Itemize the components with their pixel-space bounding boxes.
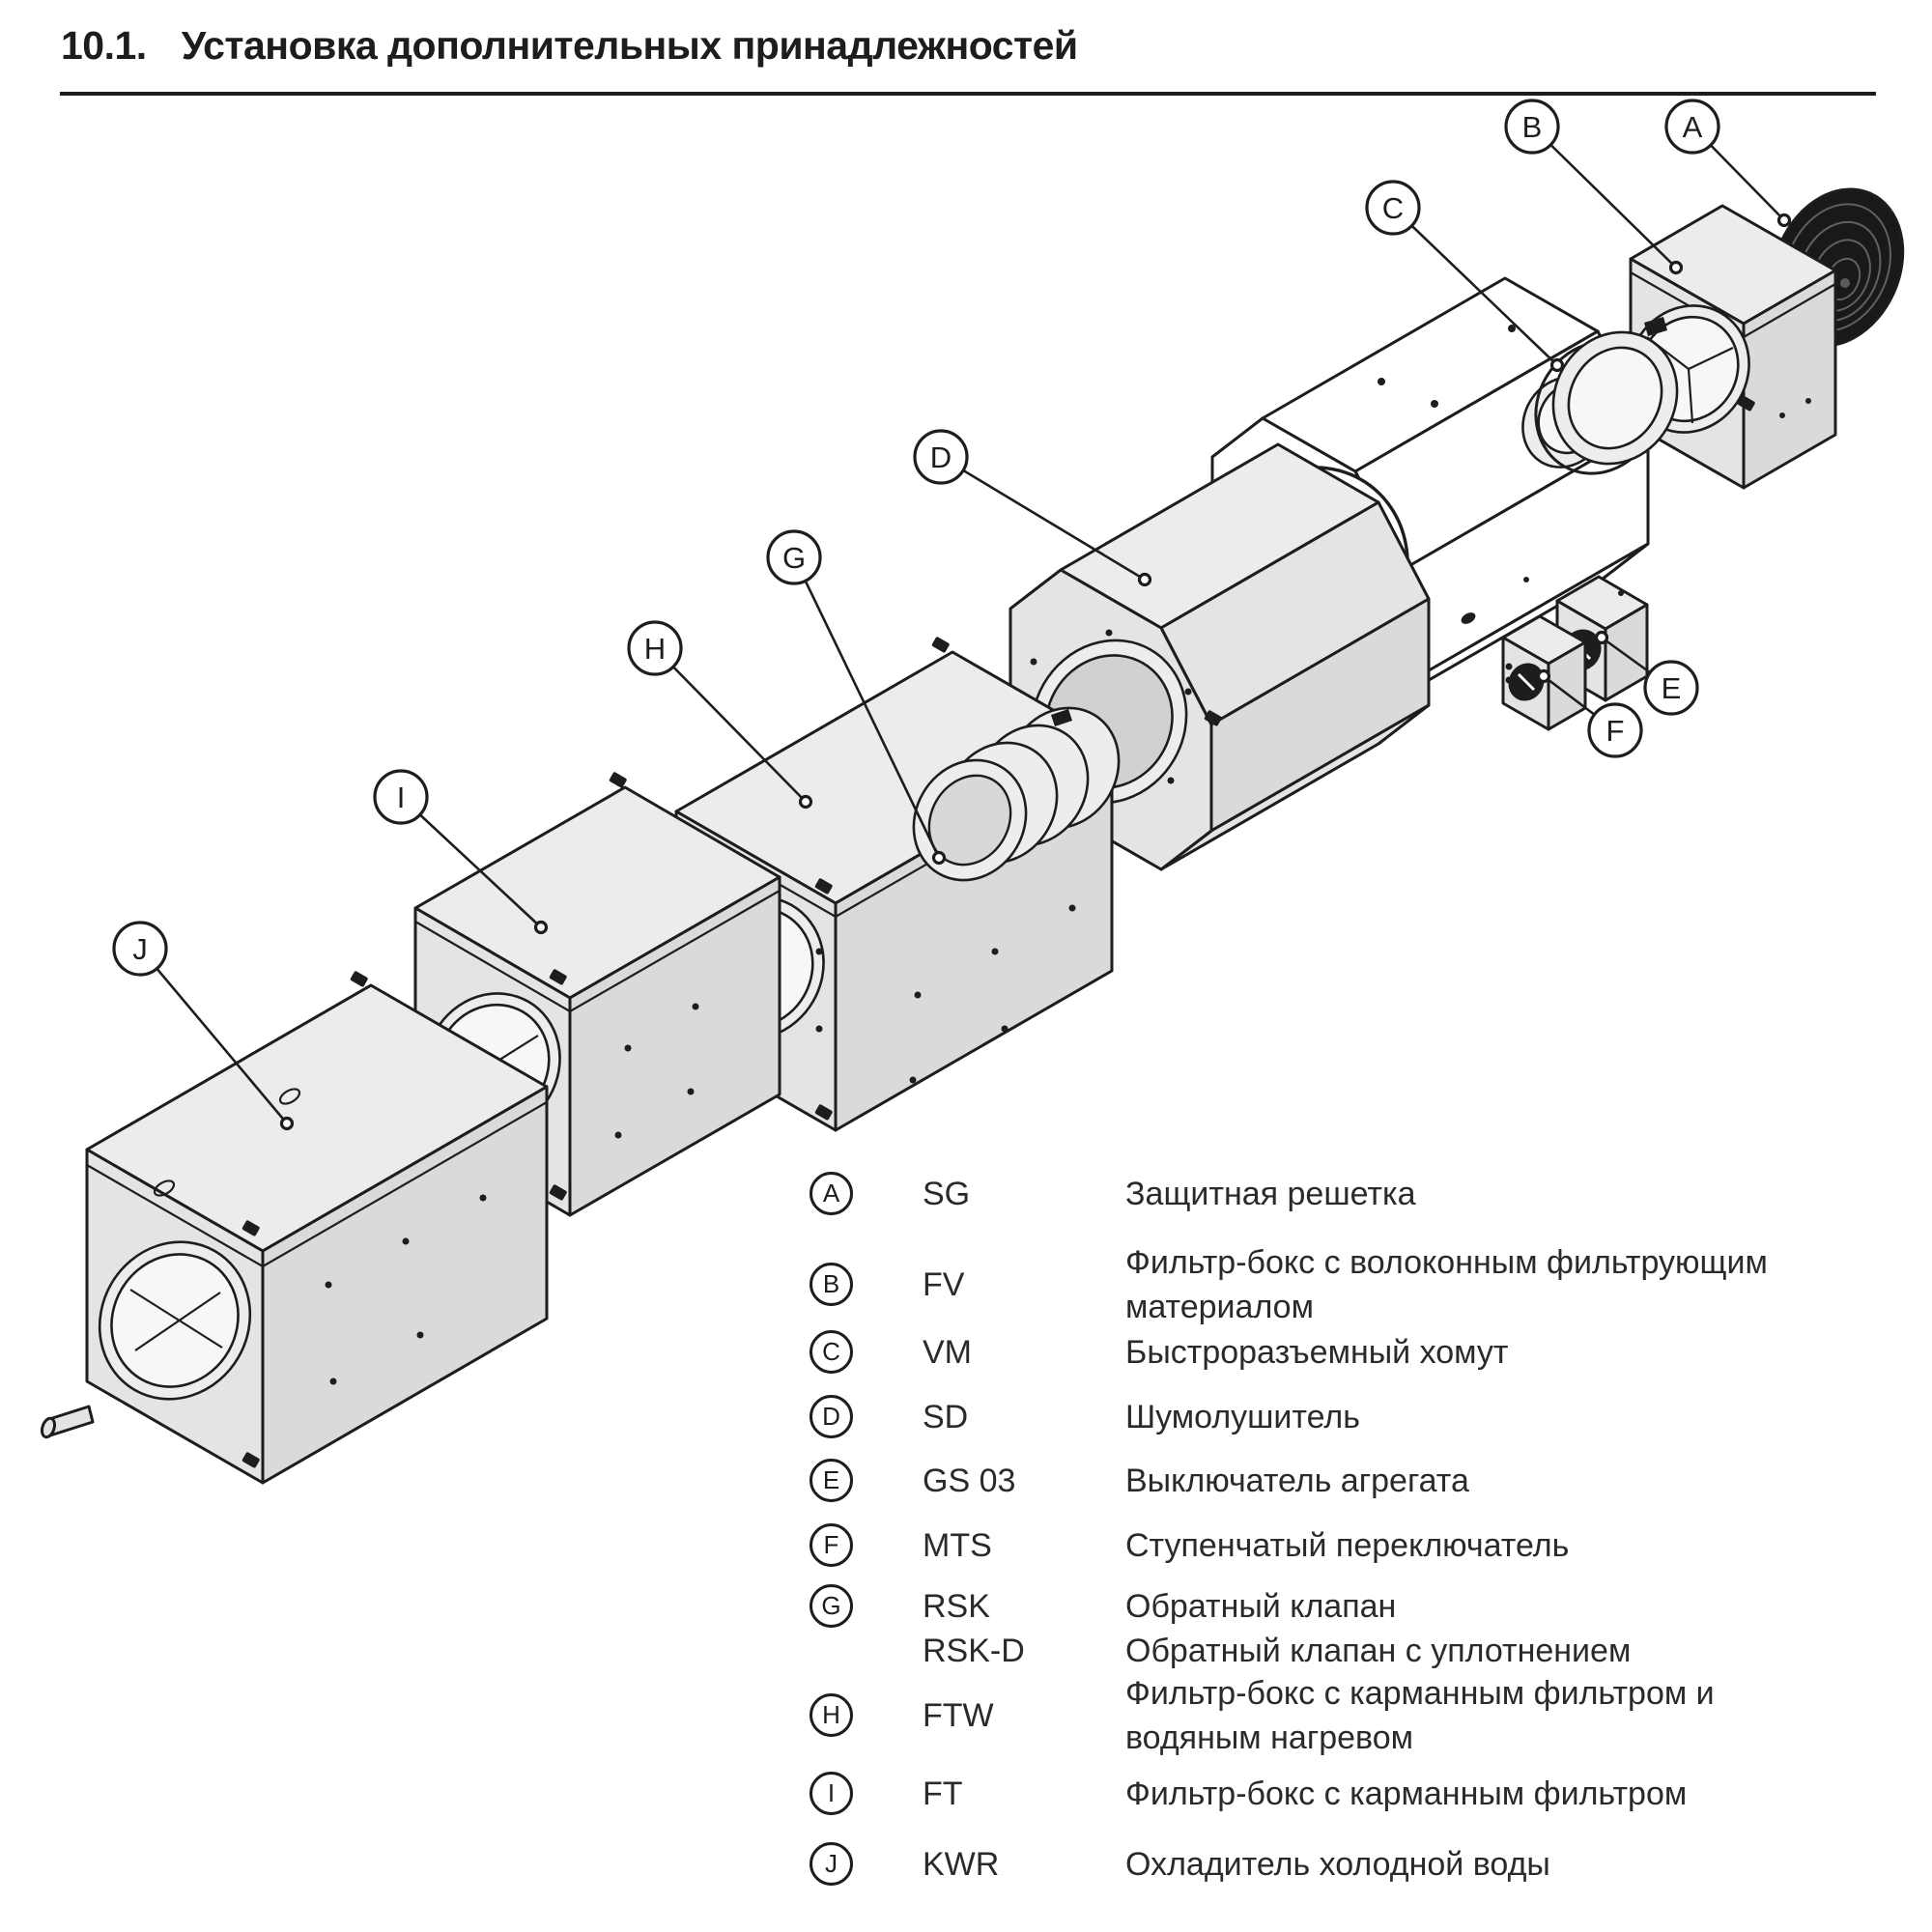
section-number: 10.1. [61, 23, 147, 68]
callout-i-letter: I [396, 781, 406, 814]
legend-letter-badge: I [810, 1772, 853, 1815]
legend-letter-badge: B [810, 1263, 853, 1306]
legend-code: FTW [923, 1697, 994, 1734]
legend-code: SG [923, 1176, 971, 1212]
legend-code: SD [923, 1399, 969, 1435]
legend-letter-badge: D [810, 1395, 853, 1438]
section-heading: Установка дополнительных принадлежностей [181, 23, 1078, 68]
legend-description: Фильтр-бокс с карманным фильтром [1125, 1776, 1688, 1812]
legend-description: Защитная решетка [1125, 1176, 1416, 1212]
component-cooler-kwr [40, 971, 547, 1483]
callout-a-letter: A [1682, 110, 1703, 144]
legend-letter-badge: E [810, 1459, 853, 1502]
legend-letter-badge: F [810, 1523, 853, 1567]
callout-c-letter: C [1381, 191, 1405, 225]
legend-code: GS 03 [923, 1463, 1016, 1499]
legend-letter-badge: J [810, 1842, 853, 1886]
legend-description: Выключатель агрегата [1125, 1463, 1469, 1499]
callout-d [915, 431, 1151, 585]
callout-b [1506, 100, 1682, 273]
legend-description: Фильтр-бокс с карманным фильтром и водяным нагревом [1125, 1675, 1715, 1756]
legend-code: VM [923, 1334, 972, 1371]
legend-description: Шумолушитель [1125, 1399, 1360, 1435]
legend-letter-badge: A [810, 1172, 853, 1215]
callout-d-letter: D [929, 440, 952, 474]
callout-f-letter: F [1605, 714, 1625, 748]
legend-description: Фильтр-бокс с волоконным фильтрующим материалом [1125, 1244, 1768, 1325]
legend-letter-badge: G [810, 1584, 853, 1628]
callout-g-letter: G [781, 541, 807, 575]
callout-h-letter: H [643, 632, 667, 666]
callout-h [629, 622, 811, 808]
legend-code: FT [923, 1776, 963, 1812]
callout-a [1666, 100, 1790, 226]
legend-code: RSK RSK-D [923, 1588, 1025, 1669]
callout-j-letter: J [132, 932, 148, 966]
legend-description: Охладитель холодной воды [1125, 1846, 1550, 1883]
callout-b-letter: B [1521, 110, 1543, 144]
legend-description: Обратный клапан Обратный клапан с уплотнением [1125, 1588, 1632, 1669]
legend-letter-badge: H [810, 1693, 853, 1737]
legend-code: FV [923, 1266, 965, 1303]
legend-code: KWR [923, 1846, 1000, 1883]
legend-description: Быстроразъемный хомут [1125, 1334, 1509, 1371]
legend-letter-badge: C [810, 1330, 853, 1374]
legend-code: MTS [923, 1527, 992, 1564]
legend-description: Ступенчатый переключатель [1125, 1527, 1570, 1564]
callout-e-letter: E [1661, 671, 1682, 705]
